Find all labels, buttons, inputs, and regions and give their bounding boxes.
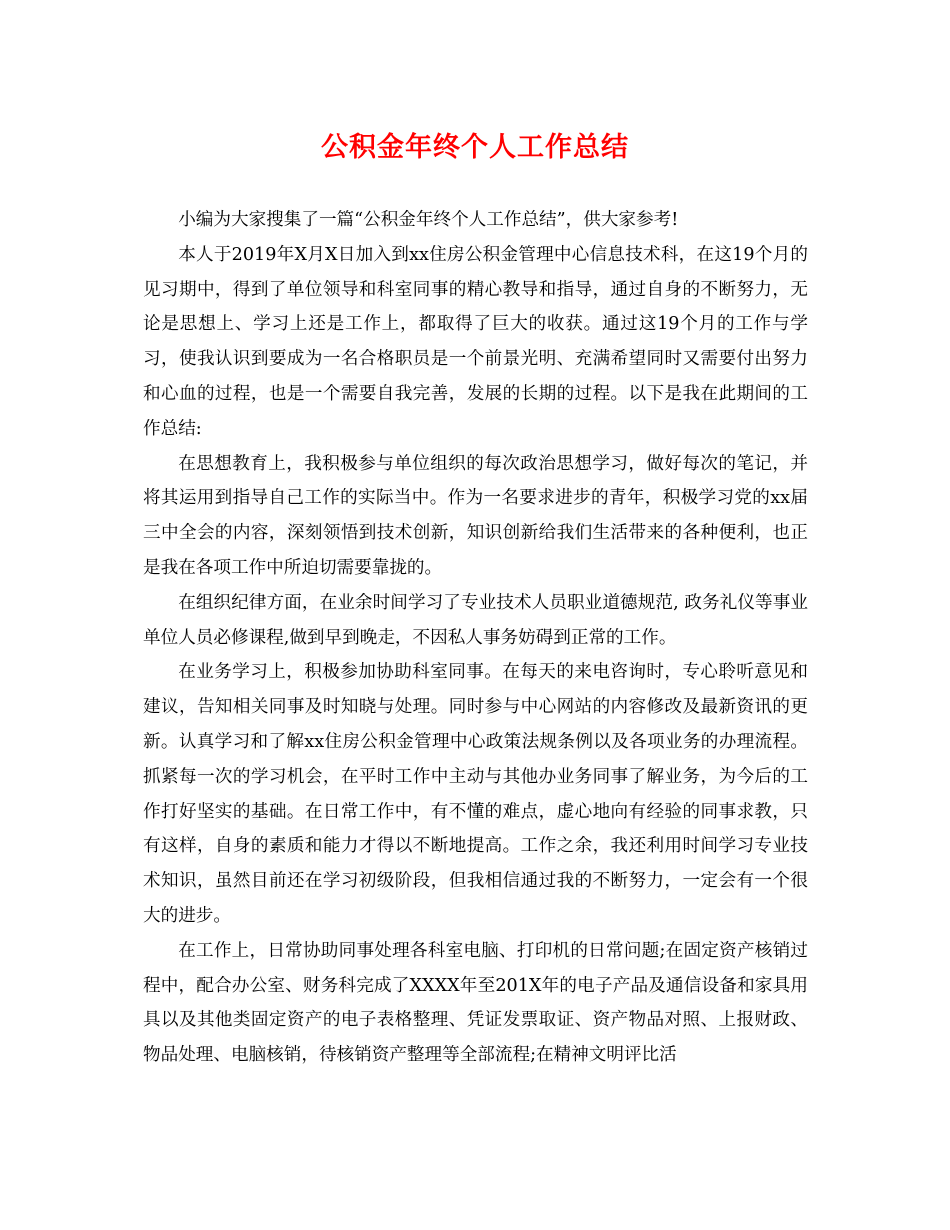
paragraph-work: 在工作上，日常协助同事处理各科室电脑、打印机的日常问题;在固定资产核销过程中，配合办公室、财务科完成了XXXX年至201X年的电子产品及通信设备和家具用具以及其他类固定资产的电子表格整理、凭证发票取证、资产物品对照、上报财政、物品处理、电脑核销，待核销资产整理等全部流程;在精神文明评比活 [143, 940, 808, 1066]
document-body [143, 203, 808, 1073]
paragraph-study: 在业务学习上，积极参加协助科室同事。在每天的来电咨询时，专心聆听意见和建议，告知相关同事及时知晓与处理。同时参与中心网站的内容修改及最新资讯的更新。认真学习和了解xx住房公积金管理中心政策法规条例以及各项业务的办理流程。抓紧每一次的学习机会，在平时工作中主动与其他办业务同事了解业务，为今后的工作打好坚实的基础。在日常工作中，有不懂的难点，虚心地向有经验的同事求教，只有这样，自身的素质和能力才得以不断地提高。工作之余，我还利用时间学习专业技术知识，虽然目前还在学习初级阶段，但我相信通过我的不断努力，一定会有一个很大的进步。 [143, 662, 808, 926]
paragraph-background: 本人于2019年X月X日加入到xx住房公积金管理中心信息技术科，在这19个月的见习期中，得到了单位领导和科室同事的精心教导和指导，通过自身的不断努力，无论是思想上、学习上还是工作上，都取得了巨大的收获。通过这19个月的工作与学习，使我认识到要成为一名合格职员是一个前景光明、充满希望同时又需要付出努力和心血的过程，也是一个需要自我完善，发展的长期的过程。以下是我在此期间的工作总结: [143, 244, 808, 439]
paragraph-intro: 小编为大家搜集了一篇“公积金年终个人工作总结”，供大家参考! [178, 210, 679, 230]
paragraph-ideology: 在思想教育上，我积极参与单位组织的每次政治思想学习，做好每次的笔记，并将其运用到指导自己工作的实际当中。作为一名要求进步的青年，积极学习党的xx届三中全会的内容，深刻领悟到技术创新，知识创新给我们生活带来的各种便利，也正是我在各项工作中所迫切需要靠拢的。 [143, 453, 808, 578]
paragraph-discipline: 在组织纪律方面，在业余时间学习了专业技术人员职业道德规范, 政务礼仪等事业单位人员必修课程,做到早到晚走，不因私人事务妨碍到正常的工作。 [143, 592, 808, 648]
document-title: 公积金年终个人工作总结 [321, 132, 629, 163]
